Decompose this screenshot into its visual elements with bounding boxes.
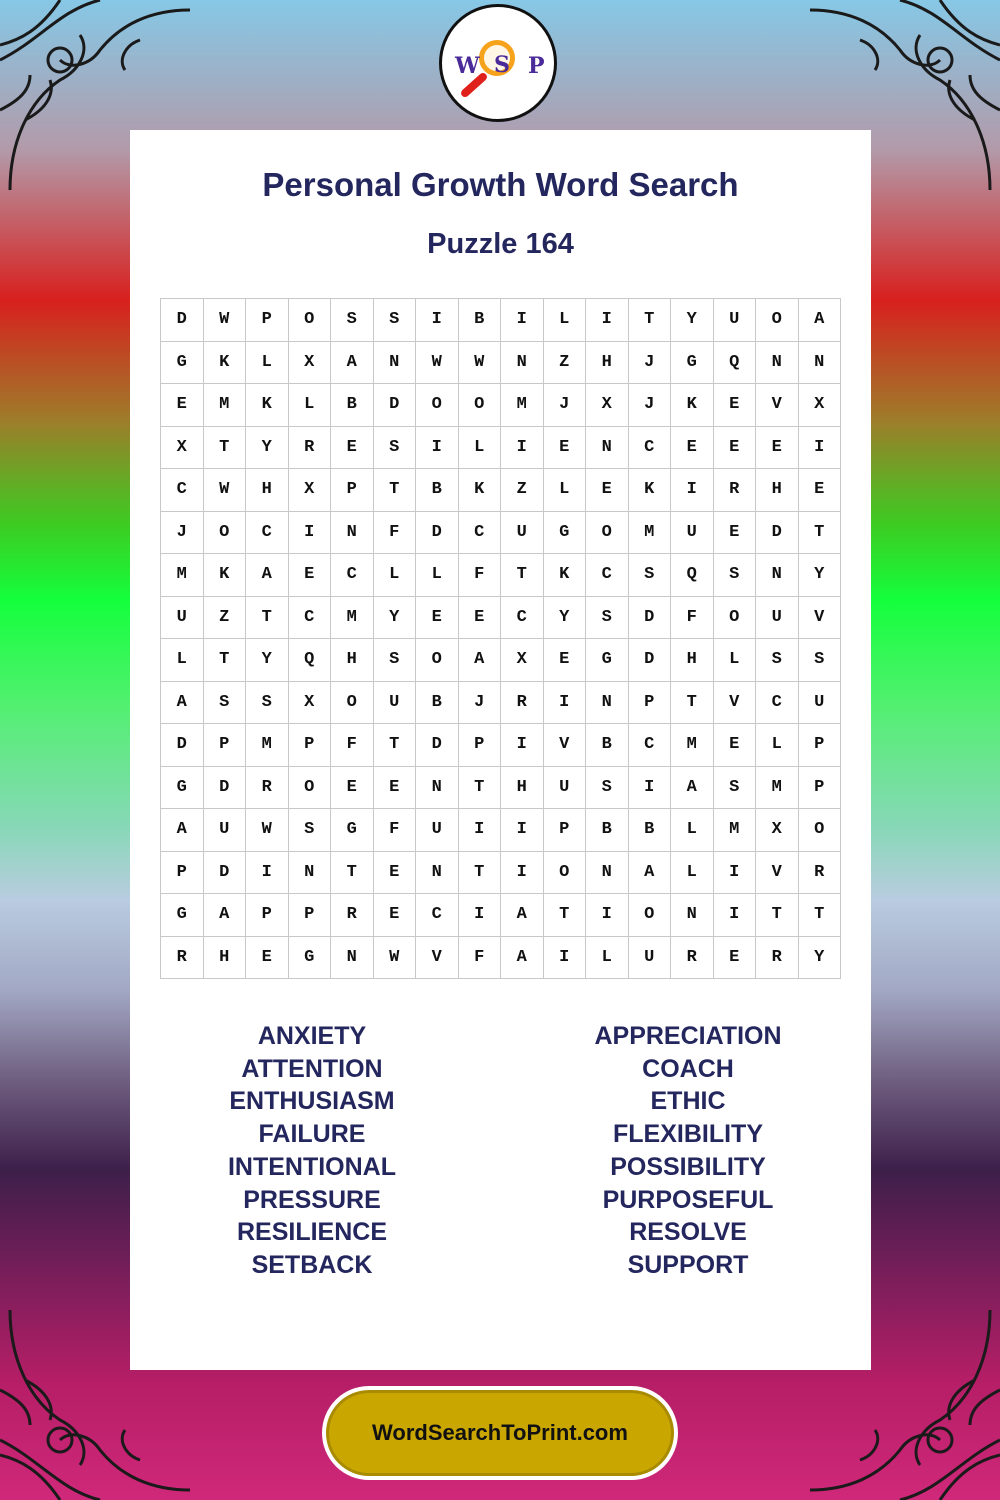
grid-cell[interactable]: N (416, 767, 459, 810)
grid-cell[interactable]: M (161, 554, 204, 597)
grid-cell[interactable]: E (246, 937, 289, 980)
letter-grid (160, 298, 841, 979)
grid-cell[interactable]: E (799, 469, 842, 512)
grid-cell[interactable]: K (204, 342, 247, 385)
grid-cell[interactable]: E (714, 427, 757, 470)
grid-cell[interactable]: G (161, 342, 204, 385)
wsp-logo[interactable] (439, 4, 557, 122)
grid-cell[interactable]: B (416, 682, 459, 725)
grid-cell[interactable]: R (756, 937, 799, 980)
grid-cell[interactable]: R (501, 682, 544, 725)
grid-cell[interactable]: O (799, 809, 842, 852)
grid-cell[interactable]: X (289, 342, 332, 385)
grid-cell[interactable]: N (671, 894, 714, 937)
grid-cell[interactable]: V (799, 597, 842, 640)
grid-cell[interactable]: K (246, 384, 289, 427)
logo-letter-p: P (528, 53, 545, 79)
grid-cell[interactable]: E (416, 597, 459, 640)
grid-cell[interactable]: W (246, 809, 289, 852)
word-list-left (127, 1020, 497, 1282)
grid-cell[interactable]: T (671, 682, 714, 725)
grid-cell[interactable]: E (671, 427, 714, 470)
grid-cell[interactable]: Q (714, 342, 757, 385)
grid-cell[interactable]: U (671, 512, 714, 555)
grid-cell[interactable]: C (629, 427, 672, 470)
grid-cell[interactable]: C (161, 469, 204, 512)
grid-cell[interactable]: U (501, 512, 544, 555)
grid-cell[interactable]: V (714, 682, 757, 725)
grid-cell[interactable]: U (374, 682, 417, 725)
grid-cell[interactable]: U (629, 937, 672, 980)
grid-cell[interactable]: I (501, 809, 544, 852)
grid-cell[interactable]: O (586, 512, 629, 555)
grid-cell[interactable]: U (416, 809, 459, 852)
grid-cell[interactable]: I (501, 852, 544, 895)
grid-cell[interactable]: H (246, 469, 289, 512)
puzzle-number: Puzzle 164 (427, 228, 574, 260)
grid-cell[interactable]: L (756, 724, 799, 767)
grid-cell[interactable]: W (416, 342, 459, 385)
grid-cell[interactable]: F (459, 554, 502, 597)
grid-cell[interactable]: E (756, 427, 799, 470)
grid-cell[interactable]: F (671, 597, 714, 640)
grid-cell[interactable]: O (289, 767, 332, 810)
grid-cell[interactable]: V (544, 724, 587, 767)
word-list-item: ETHIC (650, 1087, 726, 1116)
grid-cell[interactable]: V (756, 384, 799, 427)
grid-cell[interactable]: A (671, 767, 714, 810)
grid-cell[interactable]: G (161, 767, 204, 810)
grid-cell[interactable]: C (586, 554, 629, 597)
grid-cell[interactable]: M (714, 809, 757, 852)
word-list-item: ATTENTION (241, 1054, 383, 1083)
grid-cell[interactable]: F (374, 809, 417, 852)
grid-cell[interactable]: Q (671, 554, 714, 597)
grid-cell[interactable]: N (331, 937, 374, 980)
grid-cell[interactable]: R (671, 937, 714, 980)
grid-cell[interactable]: P (246, 894, 289, 937)
word-list-item: ANXIETY (257, 1022, 367, 1050)
grid-cell[interactable]: M (331, 597, 374, 640)
grid-cell[interactable]: B (586, 809, 629, 852)
grid-cell[interactable]: U (204, 809, 247, 852)
grid-cell[interactable]: A (459, 639, 502, 682)
grid-cell[interactable]: T (799, 512, 842, 555)
grid-cell[interactable]: B (331, 384, 374, 427)
grid-cell[interactable]: I (799, 427, 842, 470)
grid-cell[interactable]: S (374, 427, 417, 470)
grid-cell[interactable]: B (586, 724, 629, 767)
grid-cell[interactable]: S (586, 767, 629, 810)
grid-cell[interactable]: D (204, 852, 247, 895)
grid-cell[interactable]: Z (204, 597, 247, 640)
grid-cell[interactable]: D (416, 724, 459, 767)
grid-cell[interactable]: N (331, 512, 374, 555)
word-list-item: RESILIENCE (236, 1218, 388, 1247)
grid-cell[interactable]: X (289, 682, 332, 725)
grid-cell[interactable]: P (204, 724, 247, 767)
grid-cell[interactable]: R (246, 767, 289, 810)
grid-cell[interactable]: U (714, 299, 757, 342)
grid-cell[interactable]: T (459, 767, 502, 810)
word-list-item: APPRECIATION (594, 1022, 782, 1050)
grid-cell[interactable]: X (799, 384, 842, 427)
grid-cell[interactable]: L (416, 554, 459, 597)
grid-cell[interactable]: I (714, 894, 757, 937)
grid-cell[interactable]: S (629, 554, 672, 597)
grid-cell[interactable]: L (586, 937, 629, 980)
grid-cell[interactable]: L (289, 384, 332, 427)
grid-cell[interactable]: E (289, 554, 332, 597)
grid-cell[interactable]: E (374, 767, 417, 810)
grid-cell[interactable]: N (756, 342, 799, 385)
grid-cell[interactable]: C (246, 512, 289, 555)
grid-cell[interactable]: D (374, 384, 417, 427)
grid-cell[interactable]: A (204, 894, 247, 937)
grid-cell[interactable]: E (714, 384, 757, 427)
grid-cell[interactable]: I (459, 894, 502, 937)
grid-cell[interactable]: L (246, 342, 289, 385)
grid-cell[interactable]: N (756, 554, 799, 597)
grid-cell[interactable]: J (629, 342, 672, 385)
grid-cell[interactable]: H (331, 639, 374, 682)
grid-cell[interactable]: H (204, 937, 247, 980)
grid-cell[interactable]: F (459, 937, 502, 980)
grid-cell[interactable]: X (289, 469, 332, 512)
grid-cell[interactable]: N (586, 852, 629, 895)
grid-cell[interactable]: I (246, 852, 289, 895)
word-list-item: PURPOSEFUL (602, 1185, 774, 1214)
grid-cell[interactable]: T (756, 894, 799, 937)
grid-cell[interactable]: R (331, 894, 374, 937)
grid-cell[interactable]: D (161, 299, 204, 342)
grid-cell[interactable]: E (714, 937, 757, 980)
grid-cell[interactable]: K (629, 469, 672, 512)
grid-cell[interactable]: E (374, 852, 417, 895)
grid-cell[interactable]: I (501, 299, 544, 342)
grid-cell[interactable]: E (544, 427, 587, 470)
grid-cell[interactable]: A (501, 937, 544, 980)
grid-cell[interactable]: M (204, 384, 247, 427)
grid-cell[interactable]: N (586, 427, 629, 470)
grid-cell[interactable]: G (161, 894, 204, 937)
grid-cell[interactable]: A (799, 299, 842, 342)
word-list-item: INTENTIONAL (227, 1152, 397, 1181)
grid-cell[interactable]: N (799, 342, 842, 385)
grid-cell[interactable]: B (416, 469, 459, 512)
grid-cell[interactable]: I (459, 809, 502, 852)
grid-cell[interactable]: U (544, 767, 587, 810)
grid-cell[interactable]: C (501, 597, 544, 640)
grid-cell[interactable]: T (374, 724, 417, 767)
grid-cell[interactable]: F (374, 512, 417, 555)
grid-cell[interactable]: T (374, 469, 417, 512)
grid-cell[interactable]: O (289, 299, 332, 342)
grid-cell[interactable]: I (586, 894, 629, 937)
grid-cell[interactable]: C (629, 724, 672, 767)
grid-cell[interactable]: S (714, 554, 757, 597)
grid-cell[interactable]: S (289, 809, 332, 852)
grid-cell[interactable]: Y (799, 937, 842, 980)
grid-cell[interactable]: P (289, 894, 332, 937)
grid-cell[interactable]: P (289, 724, 332, 767)
grid-cell[interactable]: D (756, 512, 799, 555)
grid-cell[interactable]: P (799, 724, 842, 767)
word-list-item: RESOLVE (629, 1218, 747, 1247)
grid-cell[interactable]: G (544, 512, 587, 555)
grid-cell[interactable]: P (246, 299, 289, 342)
grid-cell[interactable]: I (714, 852, 757, 895)
grid-cell[interactable]: Y (246, 639, 289, 682)
word-list-item: ENTHUSIASM (229, 1087, 395, 1116)
grid-cell[interactable]: E (331, 427, 374, 470)
grid-cell[interactable]: W (204, 299, 247, 342)
grid-cell[interactable]: O (629, 894, 672, 937)
grid-cell[interactable]: H (501, 767, 544, 810)
grid-cell[interactable]: A (501, 894, 544, 937)
grid-cell[interactable]: N (586, 682, 629, 725)
grid-cell[interactable]: I (416, 427, 459, 470)
grid-cell[interactable]: L (544, 299, 587, 342)
grid-cell[interactable]: H (671, 639, 714, 682)
grid-cell[interactable]: A (629, 852, 672, 895)
grid-cell[interactable]: E (459, 597, 502, 640)
grid-cell[interactable]: P (459, 724, 502, 767)
grid-cell[interactable]: S (204, 682, 247, 725)
grid-cell[interactable]: X (756, 809, 799, 852)
grid-cell[interactable]: J (629, 384, 672, 427)
grid-cell[interactable]: P (544, 809, 587, 852)
grid-cell[interactable]: Z (501, 469, 544, 512)
grid-cell[interactable]: L (714, 639, 757, 682)
grid-cell[interactable]: T (204, 427, 247, 470)
grid-cell[interactable]: N (289, 852, 332, 895)
word-list-item: FAILURE (258, 1120, 366, 1149)
grid-cell[interactable]: D (629, 597, 672, 640)
grid-cell[interactable]: N (416, 852, 459, 895)
grid-cell[interactable]: O (416, 384, 459, 427)
grid-cell[interactable]: E (714, 512, 757, 555)
word-list-item: POSSIBILITY (610, 1152, 766, 1181)
grid-cell[interactable]: J (161, 512, 204, 555)
grid-cell[interactable]: S (374, 299, 417, 342)
grid-cell[interactable]: K (459, 469, 502, 512)
grid-cell[interactable]: T (204, 639, 247, 682)
grid-cell[interactable]: D (629, 639, 672, 682)
grid-cell[interactable]: V (756, 852, 799, 895)
grid-cell[interactable]: P (161, 852, 204, 895)
website-button[interactable]: WordSearchToPrint.com (322, 1386, 678, 1480)
grid-cell[interactable]: C (459, 512, 502, 555)
grid-cell[interactable]: V (416, 937, 459, 980)
grid-cell[interactable]: L (671, 809, 714, 852)
grid-cell[interactable]: M (671, 724, 714, 767)
grid-cell[interactable]: P (629, 682, 672, 725)
grid-cell[interactable]: L (161, 639, 204, 682)
grid-cell[interactable]: Y (799, 554, 842, 597)
grid-cell[interactable]: E (374, 894, 417, 937)
grid-cell[interactable]: O (416, 639, 459, 682)
grid-cell[interactable]: O (459, 384, 502, 427)
grid-cell[interactable]: J (544, 384, 587, 427)
grid-cell[interactable]: I (544, 937, 587, 980)
grid-cell[interactable]: E (586, 469, 629, 512)
grid-cell[interactable]: O (204, 512, 247, 555)
grid-cell[interactable]: L (459, 427, 502, 470)
grid-cell[interactable]: S (756, 639, 799, 682)
grid-cell[interactable]: K (204, 554, 247, 597)
puzzle-card (130, 130, 871, 1370)
grid-cell[interactable]: N (501, 342, 544, 385)
grid-cell[interactable]: I (289, 512, 332, 555)
grid-cell[interactable]: J (459, 682, 502, 725)
grid-cell[interactable]: O (756, 299, 799, 342)
grid-cell[interactable]: Y (374, 597, 417, 640)
grid-cell[interactable]: C (331, 554, 374, 597)
grid-cell[interactable]: O (544, 852, 587, 895)
grid-cell[interactable]: F (331, 724, 374, 767)
grid-cell[interactable]: D (161, 724, 204, 767)
grid-cell[interactable]: L (374, 554, 417, 597)
grid-cell[interactable]: E (544, 639, 587, 682)
page-title: Personal Growth Word Search (262, 166, 739, 203)
grid-cell[interactable]: I (629, 767, 672, 810)
grid-cell[interactable]: I (544, 682, 587, 725)
grid-cell[interactable]: X (161, 427, 204, 470)
word-list-item: SETBACK (251, 1250, 373, 1279)
grid-cell[interactable]: G (289, 937, 332, 980)
grid-cell[interactable]: S (374, 639, 417, 682)
word-list-right (503, 1020, 873, 1282)
grid-cell[interactable]: C (756, 682, 799, 725)
grid-cell[interactable]: I (501, 427, 544, 470)
grid-cell[interactable]: A (331, 342, 374, 385)
grid-cell[interactable]: W (374, 937, 417, 980)
grid-cell[interactable]: W (459, 342, 502, 385)
grid-cell[interactable]: T (544, 894, 587, 937)
grid-cell[interactable]: N (374, 342, 417, 385)
grid-cell[interactable]: R (161, 937, 204, 980)
grid-cell[interactable]: R (799, 852, 842, 895)
grid-cell[interactable]: S (246, 682, 289, 725)
grid-cell[interactable]: K (671, 384, 714, 427)
grid-cell[interactable]: X (501, 639, 544, 682)
grid-cell[interactable]: A (161, 682, 204, 725)
grid-cell[interactable]: L (671, 852, 714, 895)
grid-cell[interactable]: T (501, 554, 544, 597)
grid-cell[interactable]: I (416, 299, 459, 342)
grid-cell[interactable]: E (161, 384, 204, 427)
grid-cell[interactable]: T (799, 894, 842, 937)
grid-cell[interactable]: H (586, 342, 629, 385)
grid-cell[interactable]: A (246, 554, 289, 597)
grid-cell[interactable]: T (331, 852, 374, 895)
grid-cell[interactable]: Q (289, 639, 332, 682)
grid-cell[interactable]: S (714, 767, 757, 810)
grid-cell[interactable]: P (799, 767, 842, 810)
grid-cell[interactable]: A (161, 809, 204, 852)
grid-cell[interactable]: E (331, 767, 374, 810)
grid-cell[interactable]: K (544, 554, 587, 597)
grid-cell[interactable]: B (629, 809, 672, 852)
grid-cell[interactable]: H (756, 469, 799, 512)
grid-cell[interactable]: G (671, 342, 714, 385)
word-list-item: PRESSURE (243, 1185, 381, 1214)
grid-cell[interactable]: D (416, 512, 459, 555)
logo-letter-w: W (455, 53, 480, 79)
grid-cell[interactable]: T (459, 852, 502, 895)
grid-cell[interactable]: I (501, 724, 544, 767)
grid-cell[interactable]: G (331, 809, 374, 852)
grid-cell[interactable]: U (161, 597, 204, 640)
word-list-item: FLEXIBILITY (613, 1120, 763, 1149)
grid-cell[interactable]: S (331, 299, 374, 342)
grid-cell[interactable]: C (289, 597, 332, 640)
grid-cell[interactable]: R (714, 469, 757, 512)
grid-cell[interactable]: T (629, 299, 672, 342)
grid-cell[interactable]: B (459, 299, 502, 342)
grid-cell[interactable]: G (586, 639, 629, 682)
word-list-item: SUPPORT (627, 1250, 749, 1279)
grid-cell[interactable]: Z (544, 342, 587, 385)
grid-cell[interactable]: S (586, 597, 629, 640)
grid-cell[interactable]: O (714, 597, 757, 640)
grid-cell[interactable]: C (416, 894, 459, 937)
grid-cell[interactable]: U (799, 682, 842, 725)
grid-cell[interactable]: D (204, 767, 247, 810)
grid-cell[interactable]: M (629, 512, 672, 555)
grid-cell[interactable]: Y (671, 299, 714, 342)
grid-cell[interactable]: P (331, 469, 374, 512)
grid-cell[interactable]: S (799, 639, 842, 682)
grid-cell[interactable]: W (204, 469, 247, 512)
grid-cell[interactable]: M (246, 724, 289, 767)
grid-cell[interactable]: U (756, 597, 799, 640)
grid-cell[interactable]: T (246, 597, 289, 640)
grid-cell[interactable]: E (714, 724, 757, 767)
grid-cell[interactable]: O (331, 682, 374, 725)
grid-cell[interactable]: M (756, 767, 799, 810)
grid-cell[interactable]: I (586, 299, 629, 342)
word-list-item: COACH (642, 1054, 734, 1083)
grid-cell[interactable]: M (501, 384, 544, 427)
grid-cell[interactable]: Y (246, 427, 289, 470)
grid-cell[interactable]: X (586, 384, 629, 427)
grid-cell[interactable]: R (289, 427, 332, 470)
grid-cell[interactable]: Y (544, 597, 587, 640)
logo-letter-s: S (494, 52, 510, 78)
grid-cell[interactable]: I (671, 469, 714, 512)
grid-cell[interactable]: L (544, 469, 587, 512)
